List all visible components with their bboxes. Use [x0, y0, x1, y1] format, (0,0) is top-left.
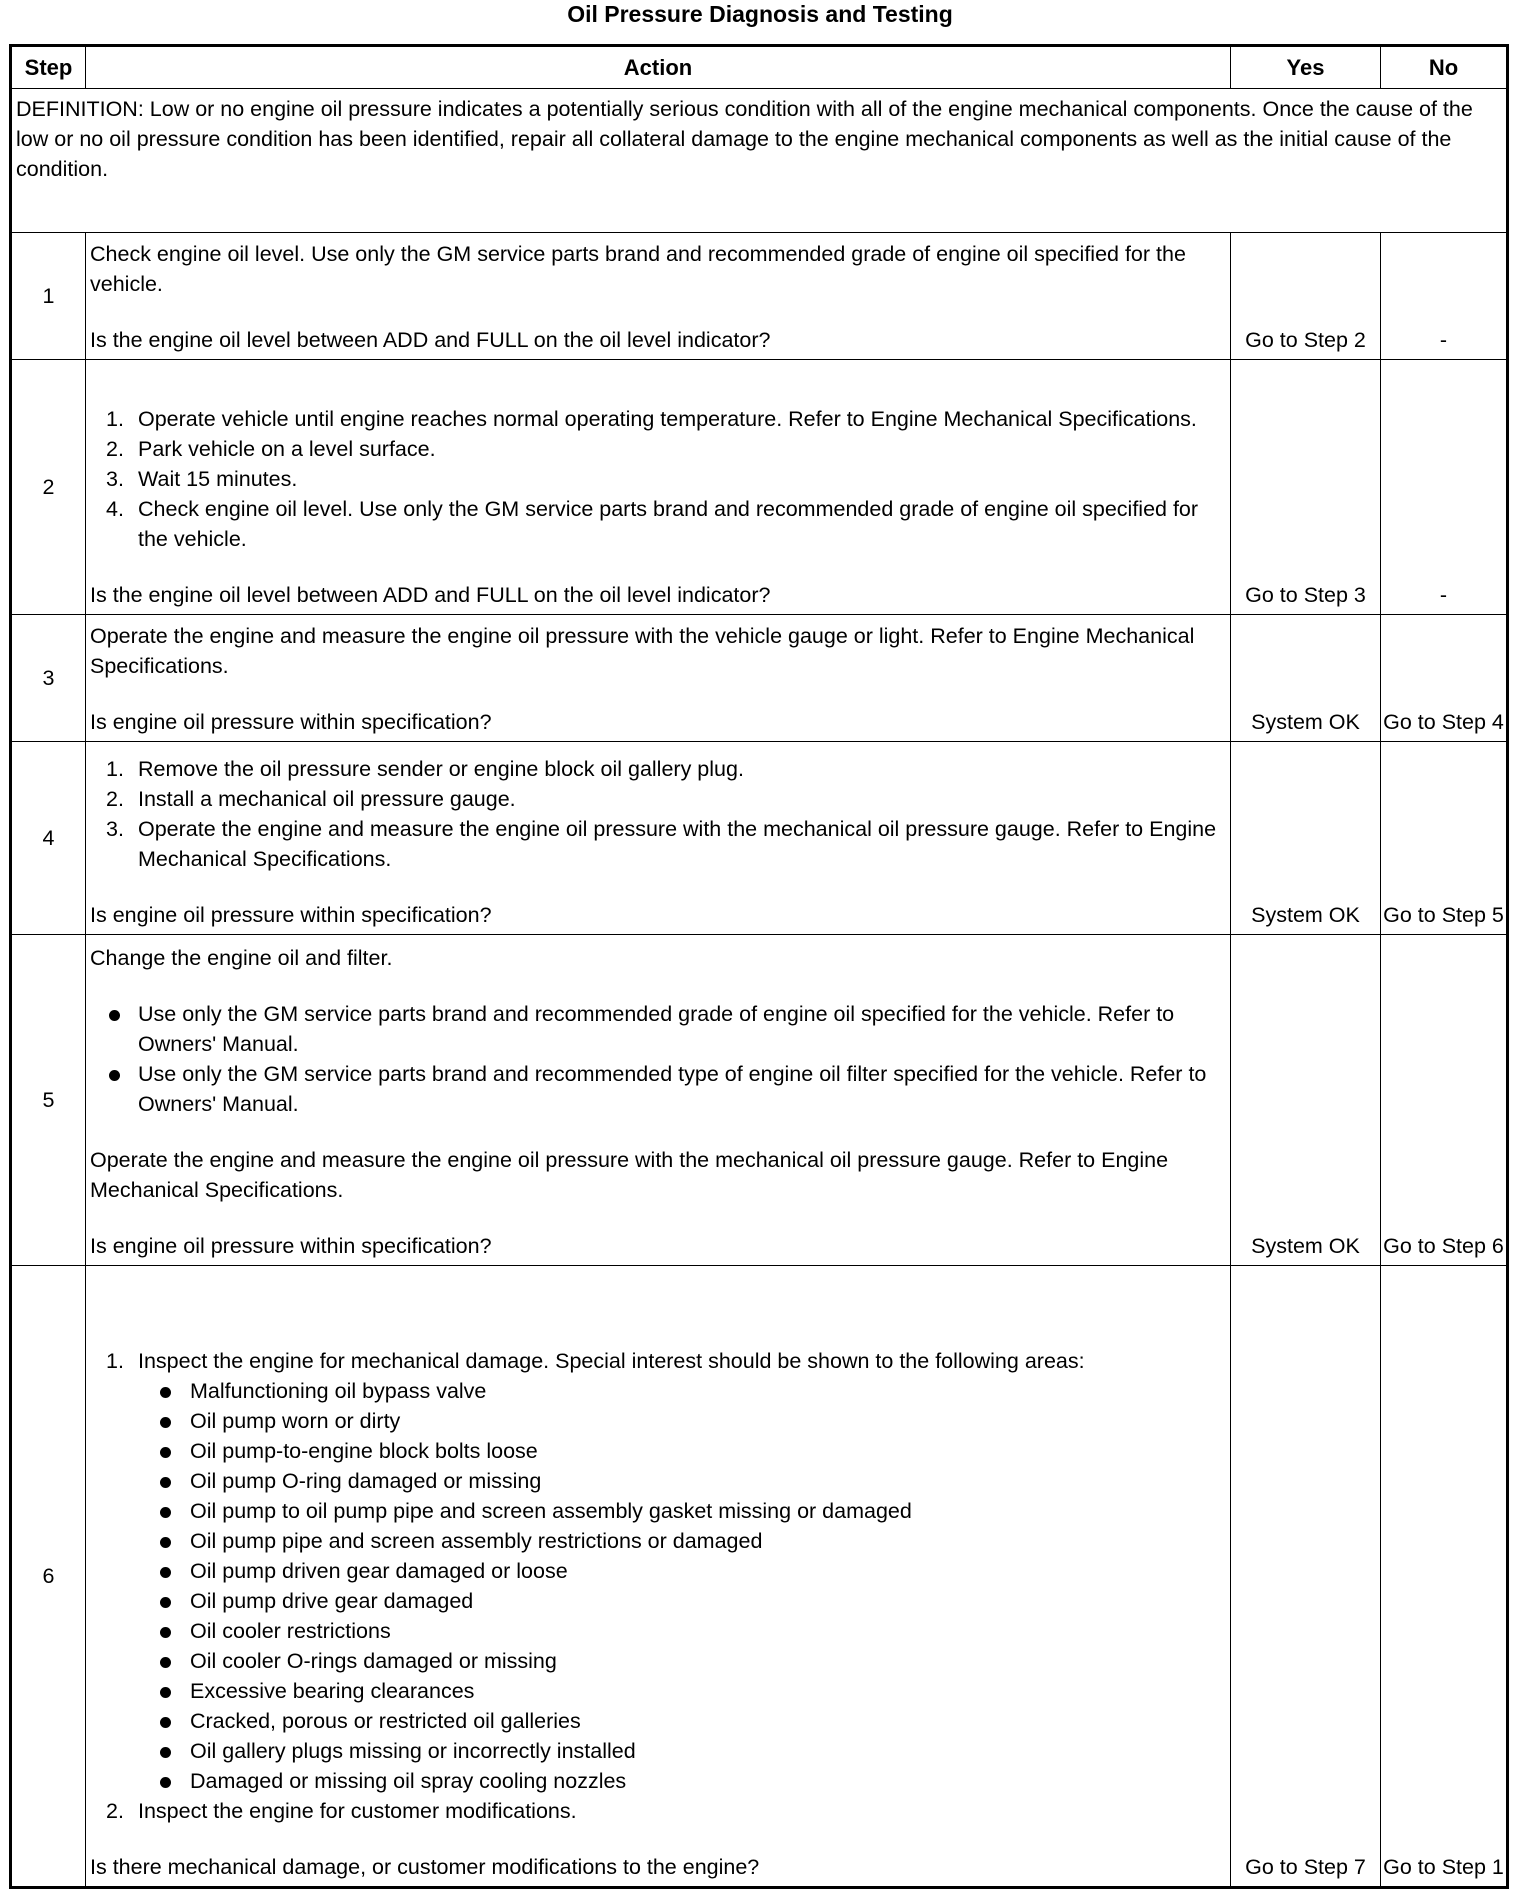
list-item: Cracked, porous or restricted oil galleries	[90, 1706, 1226, 1736]
step-instruction: Operate the engine and measure the engine oil pressure with the vehicle gauge or light. Refer to Engine Mechanical Specifications.	[90, 624, 1195, 678]
header-step: Step	[11, 46, 86, 89]
yes-result: System OK	[1231, 935, 1381, 1266]
yes-result: System OK	[1231, 615, 1381, 742]
numbered-list	[90, 754, 1226, 874]
list-item: Oil cooler restrictions	[90, 1616, 1226, 1646]
step-question: Is engine oil pressure within specification?	[90, 710, 492, 734]
yes-result: System OK	[1231, 742, 1381, 935]
table-row	[11, 615, 1508, 742]
list-item: Oil cooler O-rings damaged or missing	[90, 1646, 1226, 1676]
list-item: 2. Install a mechanical oil pressure gauge.	[106, 787, 516, 811]
list-item: Use only the GM service parts brand and recommended type of engine oil filter specified for the vehicle. Refer to Owners' Manual.	[90, 1059, 1226, 1119]
header-action: Action	[86, 46, 1231, 89]
bullet-list	[90, 1376, 1226, 1796]
list-item: Oil pump driven gear damaged or loose	[90, 1556, 1226, 1586]
no-result: -	[1381, 233, 1508, 360]
step-number: 3	[11, 615, 86, 742]
list-item: 4. Check engine oil level. Use only the GM service parts brand and recommended grade of engine oil specified for the vehicle.	[106, 497, 1199, 551]
header-no: No	[1381, 46, 1508, 89]
yes-result: Go to Step 2	[1231, 233, 1381, 360]
step-number: 5	[11, 935, 86, 1266]
step-action	[86, 742, 1231, 935]
header-yes: Yes	[1231, 46, 1381, 89]
definition-text: DEFINITION: Low or no engine oil pressure indicates a potentially serious condition with all of the engine mechanical components. Once the cause of the low or no oil pressure condition has been identified, repair all collateral damage to the engine mechanical components as well as the initial cause of the condition.	[11, 89, 1508, 233]
header-row	[11, 46, 1508, 89]
list-item: 1. Remove the oil pressure sender or engine block oil gallery plug.	[106, 757, 744, 781]
step-action	[86, 935, 1231, 1266]
yes-result: Go to Step 7	[1231, 1266, 1381, 1888]
list-item: Oil pump worn or dirty	[90, 1406, 1226, 1436]
step-action	[86, 1266, 1231, 1888]
list-item: 3. Wait 15 minutes.	[106, 467, 298, 491]
no-result: Go to Step 4	[1381, 615, 1508, 742]
step-action	[86, 615, 1231, 742]
table-row	[11, 742, 1508, 935]
step-number: 4	[11, 742, 86, 935]
step-instruction: Check engine oil level. Use only the GM service parts brand and recommended grade of engine oil specified for the vehicle.	[90, 242, 1186, 296]
no-result: Go to Step 6	[1381, 935, 1508, 1266]
document-title: Oil Pressure Diagnosis and Testing	[567, 1, 953, 27]
list-item: 1. Operate vehicle until engine reaches normal operating temperature. Refer to Engine Mechanical Specifications.	[106, 407, 1197, 431]
step-instruction: Change the engine oil and filter.	[90, 946, 393, 970]
step-action	[86, 233, 1231, 360]
step-question: Is there mechanical damage, or customer modifications to the engine?	[90, 1855, 760, 1879]
list-item: Malfunctioning oil bypass valve	[90, 1376, 1226, 1406]
table-row	[11, 360, 1508, 615]
table-row	[11, 1266, 1508, 1888]
step-number: 2	[11, 360, 86, 615]
list-item: 1. Inspect the engine for mechanical damage. Special interest should be shown to the following areas: Malfunctioning oil bypass valve Oil pump worn or dirty Oil pump-to-engine block bolts loose Oil pump O-ring damaged or missing Oil pump to oil pump pipe and screen assembly gasket missing or damaged Oil pump pipe and screen assembly restrictions or damaged Oil pump driven gear damaged or loose Oil pump drive gear damaged Oil cooler restrictions Oil cooler O-rings damaged or missing Excessive bearing clearances Cracked, porous or restricted oil galleries Oil gallery plugs missing or incorrectly installed Damaged or missing oil spray cooling nozzles	[90, 1346, 1226, 1796]
step-question: Is the engine oil level between ADD and FULL on the oil level indicator?	[90, 328, 771, 352]
table-row	[11, 233, 1508, 360]
step-question: Is engine oil pressure within specification?	[90, 1234, 492, 1258]
list-item: 3. Operate the engine and measure the engine oil pressure with the mechanical oil pressure gauge. Refer to Engine Mechanical Specifications.	[106, 817, 1217, 871]
step-question: Is engine oil pressure within specification?	[90, 903, 492, 927]
numbered-list	[90, 404, 1226, 554]
list-item: Oil pump-to-engine block bolts loose	[90, 1436, 1226, 1466]
list-item: Damaged or missing oil spray cooling nozzles	[90, 1766, 1226, 1796]
no-result: Go to Step 5	[1381, 742, 1508, 935]
definition-row	[11, 89, 1508, 233]
list-item: Oil gallery plugs missing or incorrectly installed	[90, 1736, 1226, 1766]
bullet-list	[90, 999, 1226, 1119]
list-item: Oil pump drive gear damaged	[90, 1586, 1226, 1616]
list-item: Use only the GM service parts brand and recommended grade of engine oil specified for the vehicle. Refer to Owners' Manual.	[90, 999, 1226, 1059]
step-number: 6	[11, 1266, 86, 1888]
no-result: Go to Step 1	[1381, 1266, 1508, 1888]
no-result: -	[1381, 360, 1508, 615]
step-question: Is the engine oil level between ADD and FULL on the oil level indicator?	[90, 583, 771, 607]
numbered-list	[90, 1346, 1226, 1826]
yes-result: Go to Step 3	[1231, 360, 1381, 615]
step-instruction: Operate the engine and measure the engine oil pressure with the mechanical oil pressure gauge. Refer to Engine Mechanical Specifications.	[90, 1148, 1169, 1202]
diagnosis-table	[9, 44, 1509, 1889]
list-item: Excessive bearing clearances	[90, 1676, 1226, 1706]
list-item: Oil pump pipe and screen assembly restrictions or damaged	[90, 1526, 1226, 1556]
list-item: 2. Park vehicle on a level surface.	[106, 437, 436, 461]
list-item: Oil pump O-ring damaged or missing	[90, 1466, 1226, 1496]
step-action	[86, 360, 1231, 615]
table-row	[11, 935, 1508, 1266]
step-number: 1	[11, 233, 86, 360]
list-item: Oil pump to oil pump pipe and screen assembly gasket missing or damaged	[90, 1496, 1226, 1526]
list-item: 2. Inspect the engine for customer modifications.	[106, 1799, 577, 1823]
